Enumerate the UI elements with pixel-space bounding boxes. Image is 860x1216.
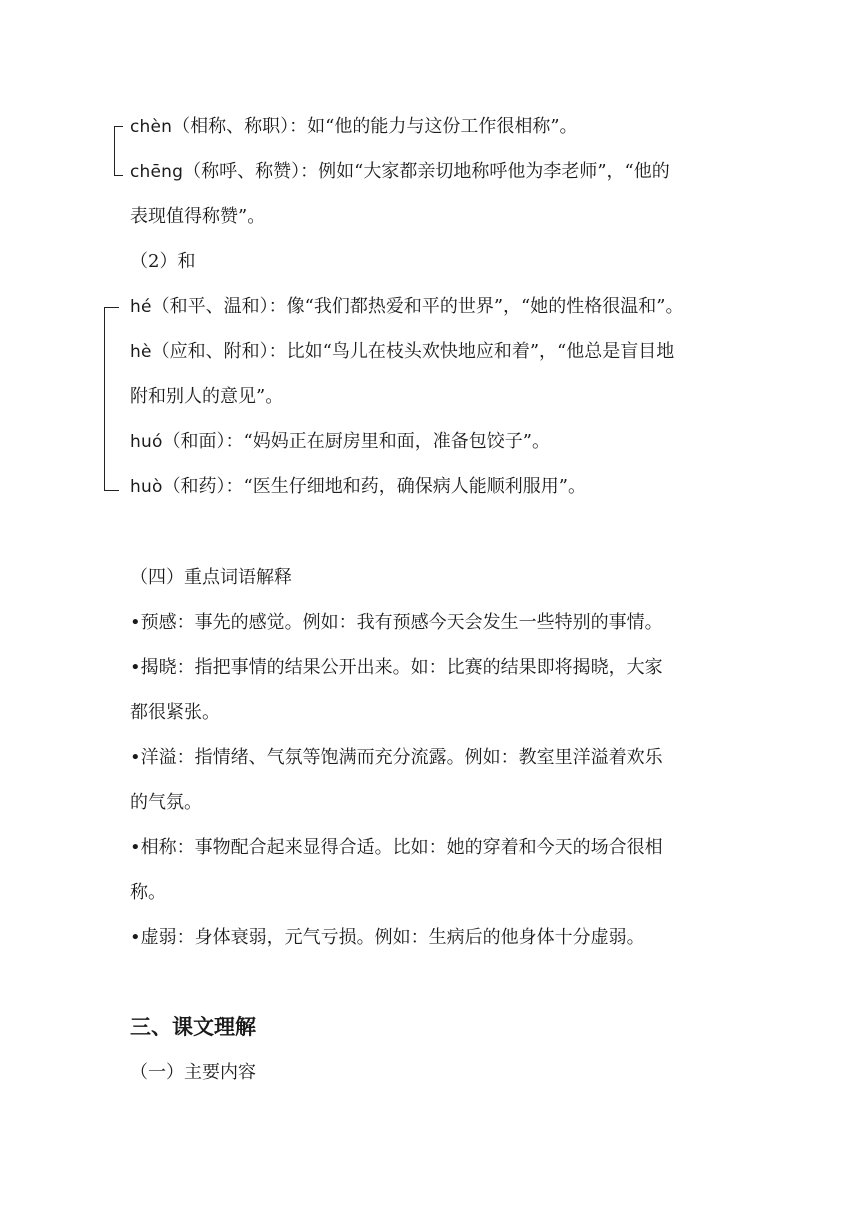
definition: （和面）：“妈妈正在厨房里和面，准备包饺子”。 <box>162 431 550 452</box>
pinyin: chēng <box>130 162 184 182</box>
he-line-5 <box>130 476 586 498</box>
vocab-item: •洋溢：指情绪、气氛等饱满而充分流露。例如：教室里洋溢着欢乐 <box>130 747 663 768</box>
vocab-item: •揭晓：指把事情的结果公开出来。如：比赛的结果即将揭晓，大家 <box>130 657 663 678</box>
subsection-title: （一）主要内容 <box>130 1062 256 1083</box>
pinyin: huó <box>130 432 163 452</box>
vocab-item: •预感：事先的感觉。例如：我有预感今天会发生一些特别的事情。 <box>130 612 663 633</box>
cheng-line-3 <box>130 206 265 228</box>
pinyin: huò <box>130 477 163 497</box>
vocab-item: 的气氛。 <box>130 792 202 813</box>
cheng-line-2 <box>130 161 670 183</box>
definition: 表现值得称赞”。 <box>130 206 266 227</box>
pinyin: chèn <box>130 117 173 137</box>
bracket-cheng <box>114 126 123 176</box>
vocab-item: •虚弱：身体衰弱，元气亏损。例如：生病后的他身体十分虚弱。 <box>130 927 645 948</box>
definition: （称呼、称赞）：例如“大家都亲切地称呼他为李老师”，“他的 <box>183 161 670 182</box>
section-heading: 三、课文理解 <box>130 1014 256 1039</box>
bracket-he <box>104 307 119 491</box>
he-line-1 <box>130 296 683 318</box>
pinyin: hè <box>130 342 152 362</box>
definition: （相称、称职）：如“他的能力与这份工作很相称”。 <box>172 116 578 137</box>
vocab-item: •相称：事物配合起来显得合适。比如：她的穿着和今天的场合很相 <box>130 837 663 858</box>
pinyin: hé <box>130 297 152 317</box>
he-label: （2）和 <box>130 251 196 272</box>
vocab-title: （四）重点词语解释 <box>130 567 292 588</box>
vocab-item: 称。 <box>130 882 166 903</box>
he-line-2 <box>130 341 674 363</box>
cheng-line-1 <box>130 116 578 138</box>
definition: （和平、温和）：像“我们都热爱和平的世界”，“她的性格很温和”。 <box>151 296 684 317</box>
definition: （应和、附和）：比如“鸟儿在枝头欢快地应和着”，“他总是盲目地 <box>151 341 675 362</box>
he-line-4 <box>130 431 550 453</box>
vocab-item: 都很紧张。 <box>130 702 220 723</box>
definition: 附和别人的意见”。 <box>130 386 284 407</box>
definition: （和药）：“医生仔细地和药，确保病人能顺利服用”。 <box>162 476 586 497</box>
he-line-3 <box>130 386 283 408</box>
